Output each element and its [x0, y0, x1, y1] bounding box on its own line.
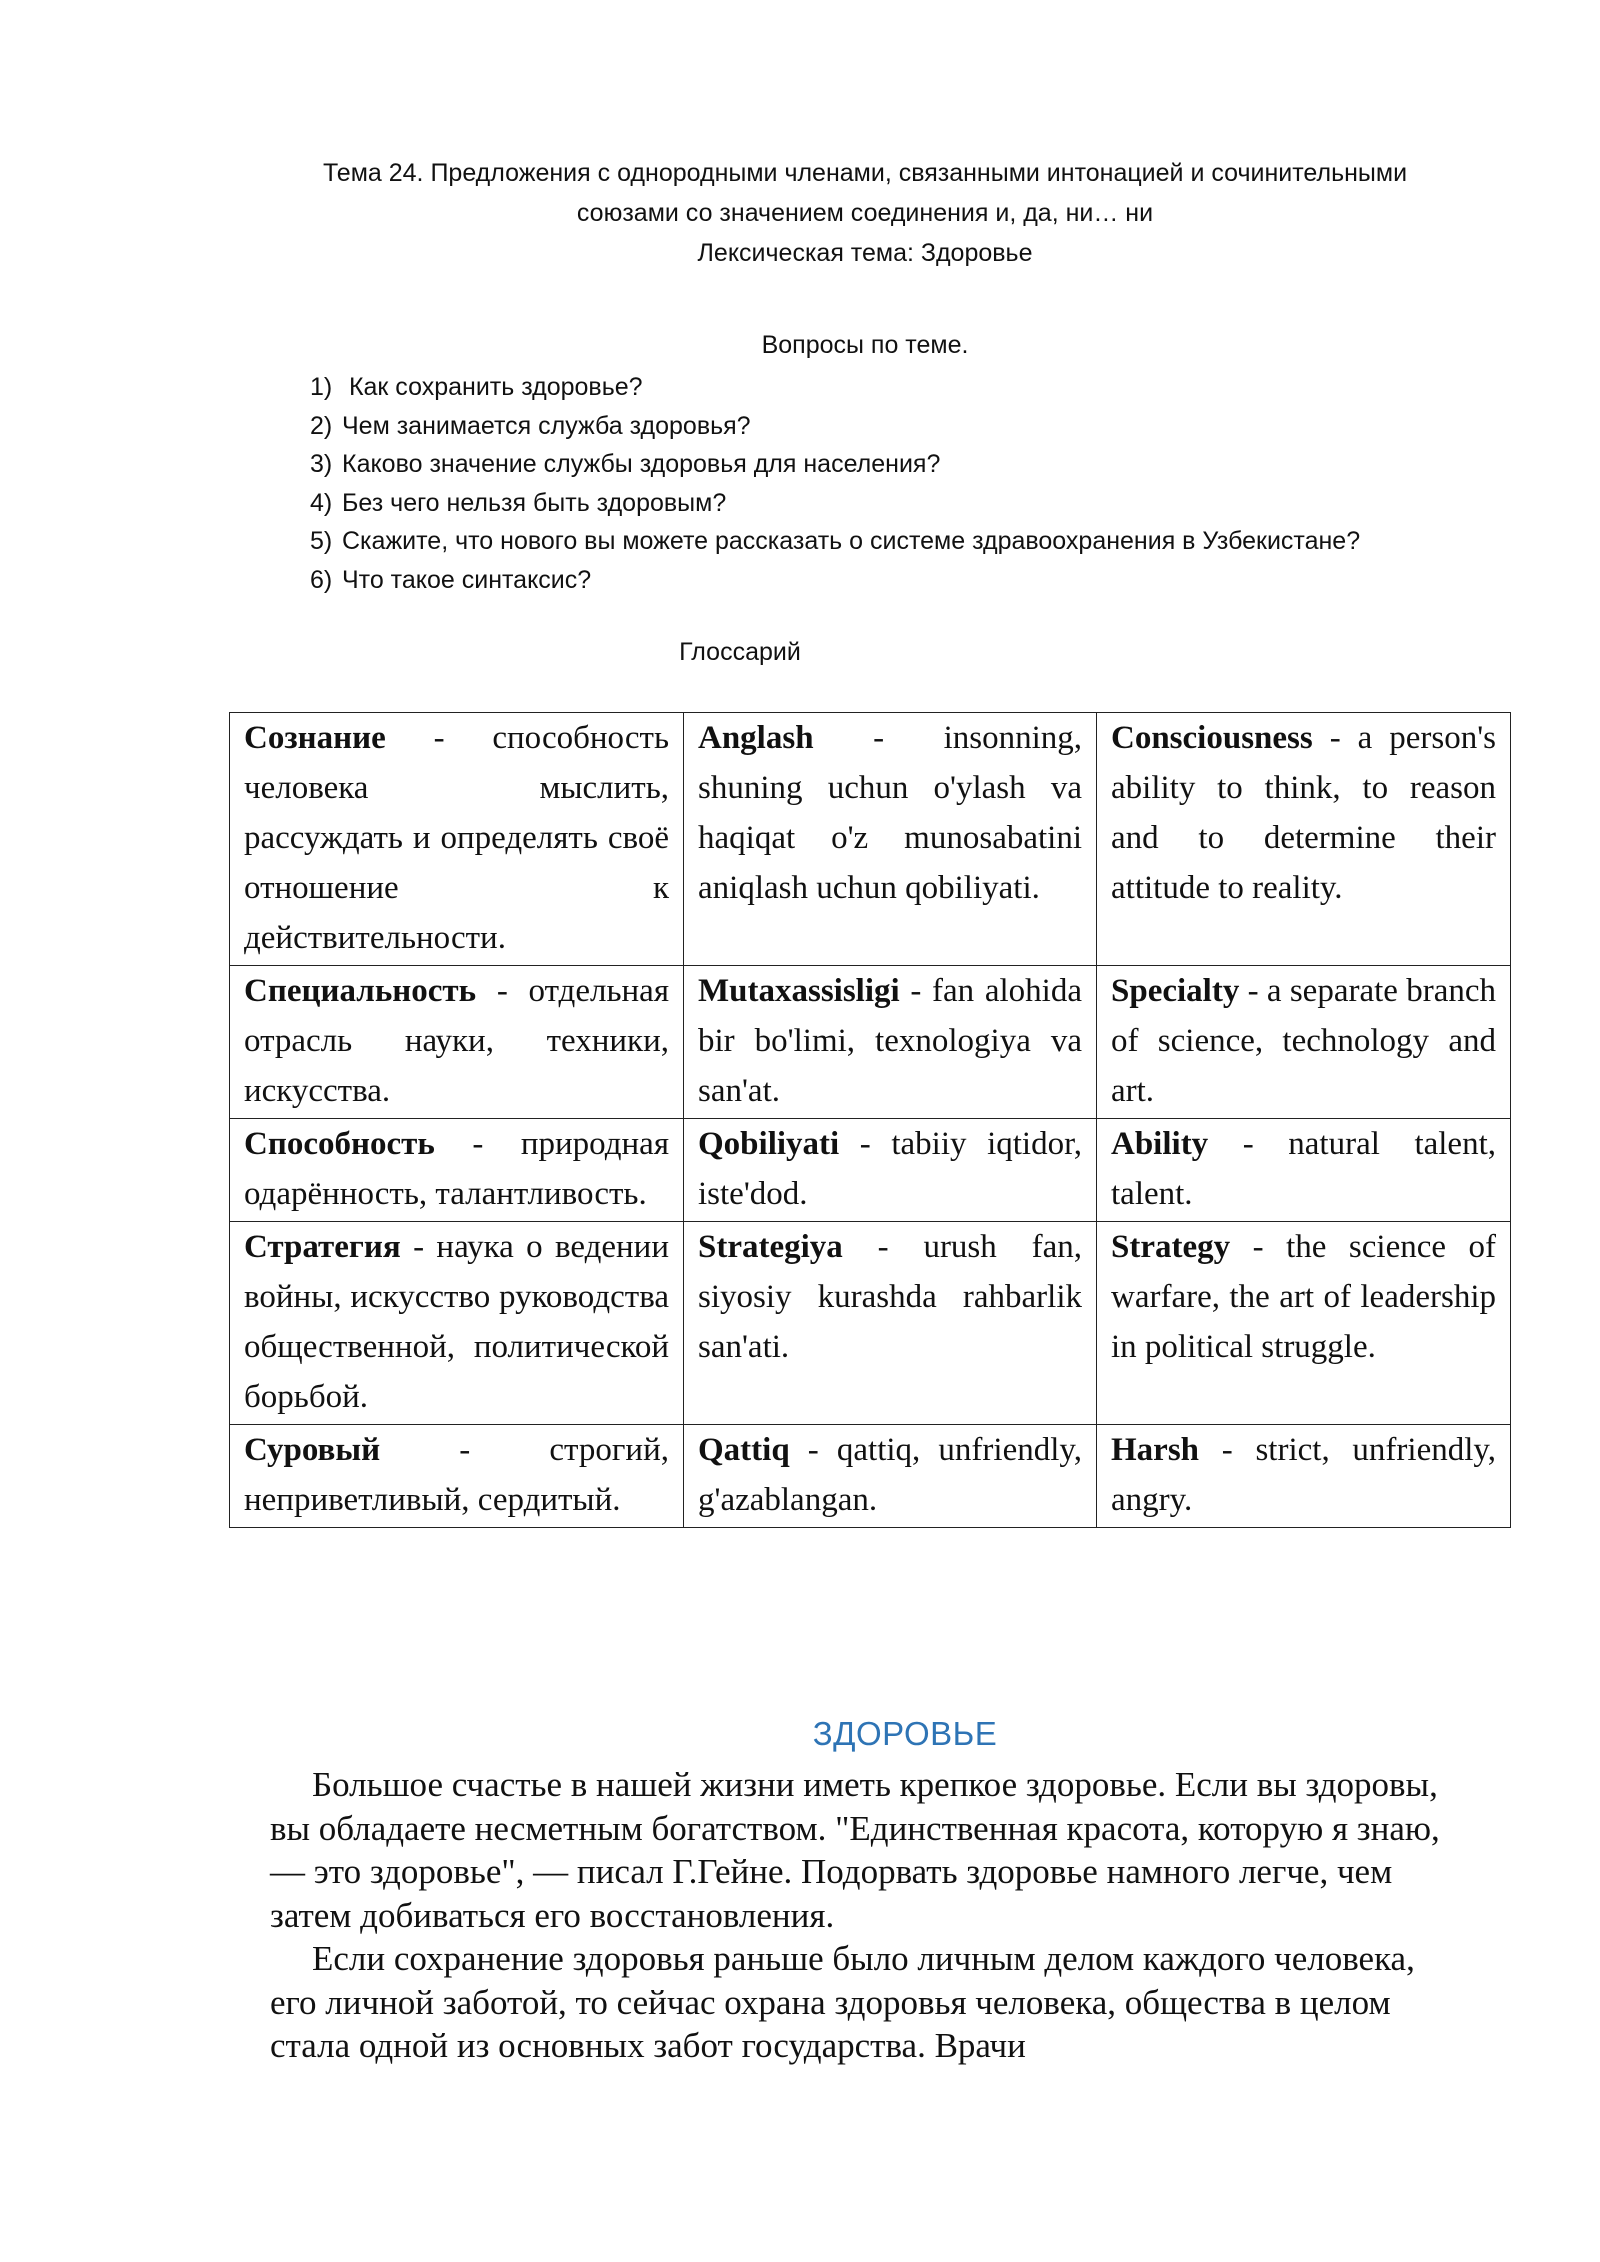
- definition-uz: - qattiq, unfriendly, g'azablangan.: [698, 1432, 1082, 1518]
- question-item: [310, 368, 1360, 407]
- article-paragraph: Если сохранение здоровья раньше было личным делом каждого человека, его личной заботой, то сейчас охрана здоровья человека, общества в целом стала одной из основных забот государства. Врачи: [270, 1939, 1415, 2065]
- lexical-topic: Лексическая тема: Здоровье: [697, 239, 1033, 267]
- question-number: 3): [310, 450, 333, 478]
- glossary-cell-en: [1097, 1425, 1511, 1528]
- definition-uz: - tabiiy iqtidor, iste'dod.: [698, 1126, 1082, 1212]
- glossary-cell-ru: [230, 1425, 684, 1528]
- definition-ru: - природная одарённость, талантливость.: [244, 1126, 669, 1212]
- table-row: [230, 1222, 1511, 1425]
- table-row: [230, 713, 1511, 966]
- question-number: 4): [310, 488, 333, 517]
- glossary-cell-uz: [684, 1222, 1097, 1425]
- glossary-cell-uz: [684, 1119, 1097, 1222]
- term-en: Ability: [1111, 1126, 1209, 1162]
- topic-title-line-1: Тема 24. Предложения с однородными членами, связанными интонацией и сочинительными: [322, 159, 1408, 187]
- glossary-cell-ru: [230, 713, 684, 966]
- table-row: [230, 1119, 1511, 1222]
- definition-en: - natural talent, talent.: [1111, 1126, 1496, 1212]
- glossary-cell-en: [1097, 713, 1511, 966]
- definition-ru: - строгий, неприветливый, сердитый.: [244, 1432, 669, 1518]
- question-text: Скажите, что нового вы можете рассказать о системе здравоохранения в Узбекистане?: [342, 527, 1361, 555]
- term-ru: Специальность: [244, 973, 477, 1009]
- definition-en: - the science of warfare, the art of leadership in political struggle.: [1111, 1229, 1496, 1365]
- glossary-cell-uz: [684, 1425, 1097, 1528]
- question-number: 6): [310, 565, 333, 594]
- question-text: Чем занимается служба здоровья?: [342, 411, 751, 440]
- glossary-cell-uz: [684, 713, 1097, 966]
- question-number: 5): [310, 527, 333, 555]
- question-number: 1): [310, 373, 333, 401]
- term-en: Specialty: [1111, 973, 1240, 1009]
- table-row: [230, 1425, 1511, 1528]
- definition-uz: - fan alohida bir bo'limi, texnologiya va san'at.: [698, 973, 1082, 1109]
- glossary-cell-ru: [230, 1119, 684, 1222]
- term-en: Harsh: [1111, 1432, 1200, 1468]
- question-item: [310, 407, 1360, 446]
- definition-en: - a person's ability to think, to reason and to determine their attitude to reality.: [1111, 720, 1496, 906]
- glossary-cell-en: [1097, 966, 1511, 1119]
- question-item: [310, 445, 1360, 484]
- table-row: [230, 966, 1511, 1119]
- question-text: Как сохранить здоровье?: [342, 373, 643, 401]
- article-body: [270, 1763, 1470, 2068]
- definition-ru: - способность человека мыслить, рассуждать и определять своё отношение к действительности.: [244, 720, 669, 956]
- question-item: [310, 561, 1360, 600]
- definition-ru: - наука о ведении войны, искусство руководства общественной, политической борьбой.: [244, 1229, 669, 1415]
- question-text: Каково значение службы здоровья для населения?: [342, 450, 941, 478]
- glossary-cell-ru: [230, 1222, 684, 1425]
- definition-en: - a separate branch of science, technology and art.: [1111, 973, 1496, 1109]
- question-text: Что такое синтаксис?: [342, 565, 592, 594]
- article-heading: ЗДОРОВЬЕ: [812, 1715, 998, 1752]
- question-text: Без чего нельзя быть здоровым?: [342, 488, 727, 517]
- definition-uz: - urush fan, siyosiy kurashda rahbarlik san'ati.: [698, 1229, 1082, 1365]
- term-uz: Mutaxassisligi: [698, 973, 900, 1009]
- term-en: Strategy: [1111, 1229, 1231, 1265]
- question-number: 2): [310, 411, 333, 440]
- question-item: [310, 484, 1360, 523]
- glossary-cell-en: [1097, 1222, 1511, 1425]
- definition-en: - strict, unfriendly, angry.: [1111, 1432, 1496, 1518]
- questions-list: [310, 368, 1360, 599]
- term-ru: Сознание: [244, 720, 386, 756]
- definition-ru: - отдельная отрасль науки, техники, искусства.: [244, 973, 669, 1109]
- glossary-cell-uz: [684, 966, 1097, 1119]
- term-uz: Anglash: [698, 720, 814, 756]
- glossary-heading: Глоссарий: [679, 638, 801, 666]
- definition-uz: - insonning, shuning uchun o'ylash va haqiqat o'z munosabatini aniqlash uchun qobiliyati.: [698, 720, 1082, 906]
- term-ru: Стратегия: [244, 1229, 401, 1265]
- glossary-cell-en: [1097, 1119, 1511, 1222]
- glossary-table: [229, 712, 1511, 1528]
- term-uz: Qattiq: [698, 1432, 790, 1468]
- term-uz: Strategiya: [698, 1229, 843, 1265]
- question-item: [310, 522, 1360, 561]
- term-ru: Способность: [244, 1126, 435, 1162]
- term-ru: Суровый: [244, 1432, 381, 1468]
- term-uz: Qobiliyati: [698, 1126, 840, 1162]
- topic-title-line-2: союзами со значением соединения и, да, ни… ни: [576, 199, 1154, 227]
- article-paragraph: Большое счастье в нашей жизни иметь крепкое здоровье. Если вы здоровы, вы обладаете несметным богатством. "Единственная красота, которую я знаю, — это здоровье", — писал Г.Гейне. Подорвать здоровье намного легче, чем затем добиваться его восстановления.: [270, 1765, 1440, 1935]
- term-en: Consciousness: [1111, 720, 1313, 756]
- questions-heading: Вопросы по теме.: [761, 331, 969, 359]
- glossary-cell-ru: [230, 966, 684, 1119]
